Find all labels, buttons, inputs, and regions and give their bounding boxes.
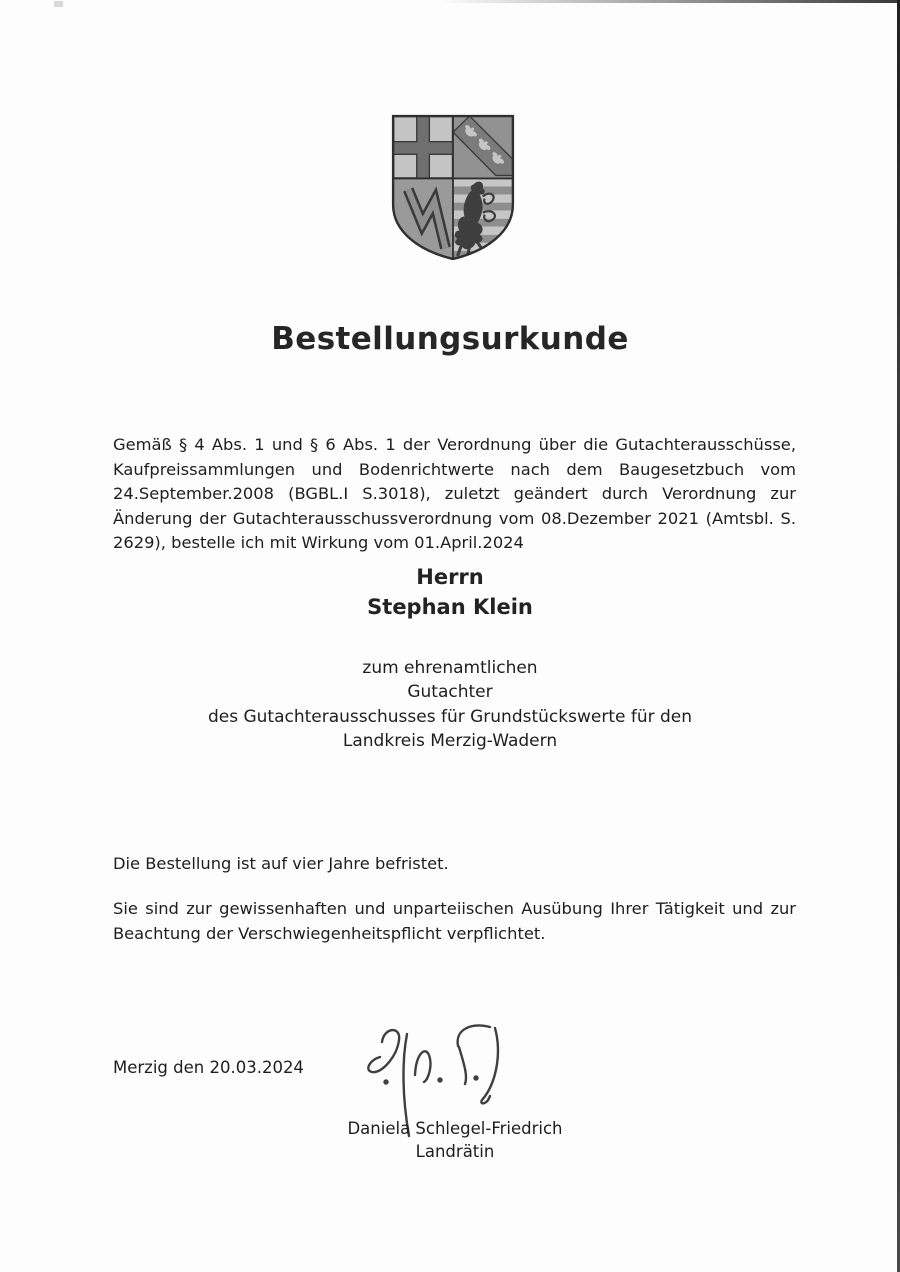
recipient-name: Stephan Klein: [367, 595, 533, 619]
signatory-block: [305, 1117, 605, 1163]
signatory-name: Daniela Schlegel-Friedrich: [347, 1119, 563, 1138]
intro-paragraph: [113, 433, 796, 556]
obligation-line: Beachtung der Verschwiegenheitspflicht verpflichtet.: [113, 923, 546, 943]
intro-line: Gemäß § 4 Abs. 1 und § 6 Abs. 1 der Verordnung über die Gutachterausschüsse,: [113, 435, 796, 454]
appointment-line: zum ehrenamtlichen: [362, 658, 538, 678]
appointment-block: [0, 657, 900, 753]
appointment-line: des Gutachterausschusses für Grundstückswerte für den: [207, 707, 693, 727]
place-and-date: Merzig den 20.03.2024: [113, 1058, 304, 1077]
obligation-line: Sie sind zur gewissenhaften und unparteiischen Ausübung Ihrer Tätigkeit und zur: [113, 899, 796, 918]
intro-line: Änderung der Gutachterausschussverordnung vom 08.Dezember 2021 (Amtsbl. S.: [113, 508, 796, 528]
appointment-line: Landkreis Merzig-Wadern: [342, 730, 558, 751]
coat-of-arms-icon: [389, 112, 517, 263]
recipient-salutation: Herrn: [416, 565, 484, 589]
recipient-block: [0, 562, 900, 622]
scan-edge-top: [440, 0, 900, 3]
intro-line: 24.September.2008 (BGBL.I S.3018), zuletzt geändert durch Verordnung zur: [113, 484, 796, 504]
obligation-paragraph: [113, 897, 796, 946]
appointment-line: Gutachter: [407, 681, 493, 702]
document-title: Bestellungsurkunde: [271, 321, 629, 357]
term-statement: Die Bestellung ist auf vier Jahre befristet.: [113, 854, 449, 873]
scan-artifact: [54, 1, 63, 7]
intro-line: Kaufpreissammlungen und Bodenrichtwerte nach dem Baugesetzbuch vom: [113, 459, 796, 479]
signatory-title: Landrätin: [415, 1142, 495, 1161]
intro-line: 2629), bestelle ich mit Wirkung vom 01.April.2024: [113, 533, 524, 553]
